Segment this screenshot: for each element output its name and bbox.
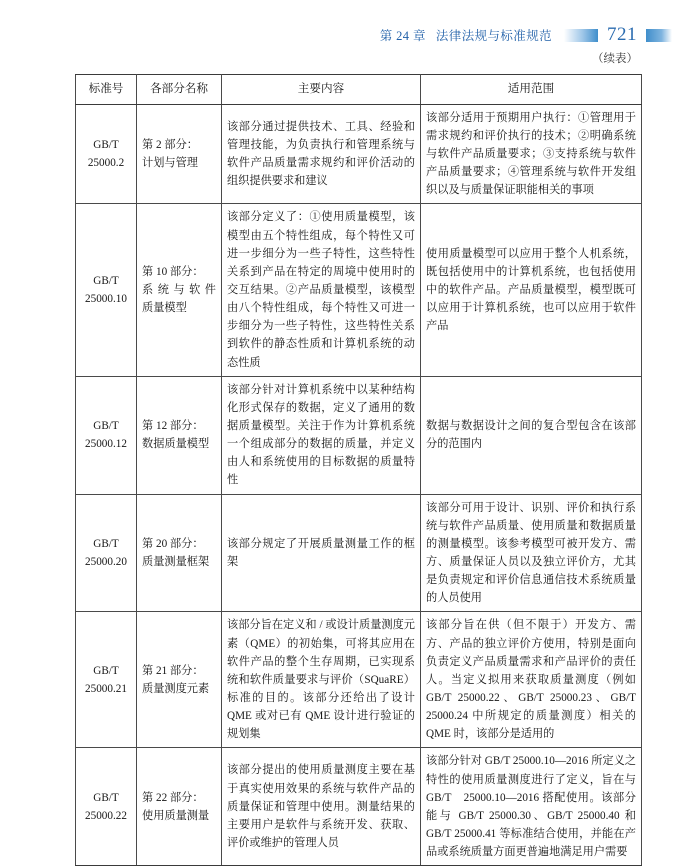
part-name-line-3: 质量模型: [142, 302, 187, 315]
standard-number-line-1: GB/T: [93, 420, 119, 433]
header-chapter-label: 第 24 章: [379, 29, 426, 43]
cell-part-name: [137, 104, 222, 204]
page-running-head: [0, 22, 680, 48]
column-header-standard-number: 标准号: [76, 75, 137, 105]
continued-table-note: （续表）: [592, 53, 638, 65]
cell-scope: 该部分旨在供（但不限于）开发方、需方、产品的独立评价方使用，特别是面向负责定义产品质量需求和产品评价的责任人。当定义拟用来获取质量测度（例如 GB/T 25000.22、GB/T 25000.23、GB/T 25000.24 中所规定的质量测度）相关的 QME 时，该部分是适用的: [421, 612, 642, 748]
cell-scope: 该部分可用于设计、识别、评价和执行系统与软件产品质量、使用质量和数据质量的测量模型。该参考模型可被开发方、需方、质量保证人员以及独立评价方，尤其是负责规定和评价信息通信技术系统质量的人员使用: [421, 494, 642, 612]
part-name-line-1: 第 20 部分：: [142, 537, 204, 550]
table-row: [76, 748, 642, 866]
cell-main-content: 该部分通过提供技术、工具、经验和管理技能，为负责执行和管理系统与软件产品质量需求规约和评价活动的组织提供要求和建议: [222, 104, 421, 204]
table-row: [76, 376, 642, 494]
part-name-line-2: 质量测量框架: [142, 556, 210, 569]
cell-part-name: [137, 748, 222, 866]
table-row: [76, 104, 642, 204]
cell-scope: 使用质量模型可以应用于整个人机系统，既包括使用中的计算机系统，也包括使用中的软件产品。产品质量模型，模型既可以应用于计算机系统，也可以应用于软件产品: [421, 204, 642, 376]
standard-number-line-2: 25000.10: [85, 293, 127, 306]
part-name-line-1: 第 2 部分：: [142, 138, 198, 151]
cell-standard-number: [76, 376, 137, 494]
table-header-row: [76, 75, 642, 105]
cell-scope: 该部分适用于预期用户执行：①管理用于需求规约和评价执行的技术；②明确系统与软件产品质量要求；③支持系统与软件产品质量要求；④管理系统与软件开发组织以及与质量保证职能相关的事项: [421, 104, 642, 204]
cell-standard-number: [76, 748, 137, 866]
cell-standard-number: [76, 494, 137, 612]
header-left-gradient-bar: [564, 29, 598, 42]
cell-main-content: 该部分定义了：①使用质量模型，该模型由五个特性组成，每个特性又可进一步细分为一些子特性，这些特性关系到产品在特定的周境中使用时的交互结果。②产品质量模型，该模型由八个特性组成，每个特性又可进一步细分为一些子特性，这些特性关系到软件的静态性质和计算机系统的动态性质: [222, 204, 421, 376]
cell-part-name: [137, 612, 222, 748]
standard-number-line-2: 25000.20: [85, 556, 127, 569]
part-name-line-1: 第 22 部分：: [142, 791, 204, 804]
standard-number-line-2: 25000.12: [85, 438, 127, 451]
part-name-line-2: 质量测度元素: [142, 682, 210, 695]
standard-number-line-1: GB/T: [93, 664, 119, 677]
table-row: [76, 612, 642, 748]
page-number: 721: [607, 24, 637, 45]
cell-standard-number: [76, 104, 137, 204]
table-row: [76, 494, 642, 612]
part-name-line-1: 第 21 部分：: [142, 664, 204, 677]
standard-number-line-2: 25000.2: [87, 157, 125, 170]
cell-main-content: 该部分旨在定义和 / 或设计质量测度元素（QME）的初始集，可将其应用在软件产品的整个生存周期，已实现系统和软件质量要求与评价（SQuaRE）标准的目的。该部分还给出了设计 QME 或对已有 QME 设计进行验证的规划集: [222, 612, 421, 748]
cell-part-name: [137, 494, 222, 612]
standards-table: [75, 74, 642, 866]
cell-standard-number: [76, 204, 137, 376]
cell-scope: 该部分针对 GB/T 25000.10—2016 所定义之特性的使用质量测度进行了定义，旨在与 GB/T 25000.10—2016 搭配使用。该部分能与 GB/T 25000.30、GB/T 25000.40 和 GB/T 25000.41 等标准结合使用，并能在产品或系统质量方面更普遍地满足用户需要: [421, 748, 642, 866]
part-name-line-2: 系统与软件: [142, 284, 216, 297]
standard-number-line-1: GB/T: [93, 274, 119, 287]
part-name-line-1: 第 12 部分：: [142, 420, 204, 433]
cell-main-content: 该部分规定了开展质量测量工作的框架: [222, 494, 421, 612]
column-header-part-name: 各部分名称: [137, 75, 222, 105]
column-header-main-content: 主要内容: [222, 75, 421, 105]
cell-main-content: 该部分提出的使用质量测度主要在基于真实使用效果的系统与软件产品的质量保证和管理中使用。测量结果的主要用户是软件与系统开发、获取、评价或维护的管理人员: [222, 748, 421, 866]
standard-number-line-1: GB/T: [93, 138, 119, 151]
standard-number-line-1: GB/T: [93, 791, 119, 804]
standards-table-container: [75, 74, 636, 866]
cell-main-content: 该部分针对计算机系统中以某种结构化形式保存的数据，定义了通用的数据质量模型。关注于作为计算机系统一个组成部分的数据的质量，并定义由人和系统使用的目标数据的质量特性: [222, 376, 421, 494]
cell-part-name: [137, 376, 222, 494]
table-row: [76, 204, 642, 376]
column-header-scope: 适用范围: [421, 75, 642, 105]
header-title-label: 法律法规与标准规范: [435, 29, 552, 43]
standard-number-line-1: GB/T: [93, 537, 119, 550]
standard-number-line-2: 25000.22: [85, 809, 127, 822]
table-body: [76, 104, 642, 865]
part-name-line-2: 计划与管理: [142, 157, 198, 170]
cell-part-name: [137, 204, 222, 376]
part-name-line-2: 数据质量模型: [142, 438, 210, 451]
part-name-line-2: 使用质量测量: [142, 809, 210, 822]
cell-standard-number: [76, 612, 137, 748]
table-header: [76, 75, 642, 105]
header-right-gradient-bar: [646, 29, 672, 42]
cell-scope: 数据与数据设计之间的复合型包含在该部分的范围内: [421, 376, 642, 494]
part-name-line-1: 第 10 部分：: [142, 265, 204, 278]
standard-number-line-2: 25000.21: [85, 682, 127, 695]
